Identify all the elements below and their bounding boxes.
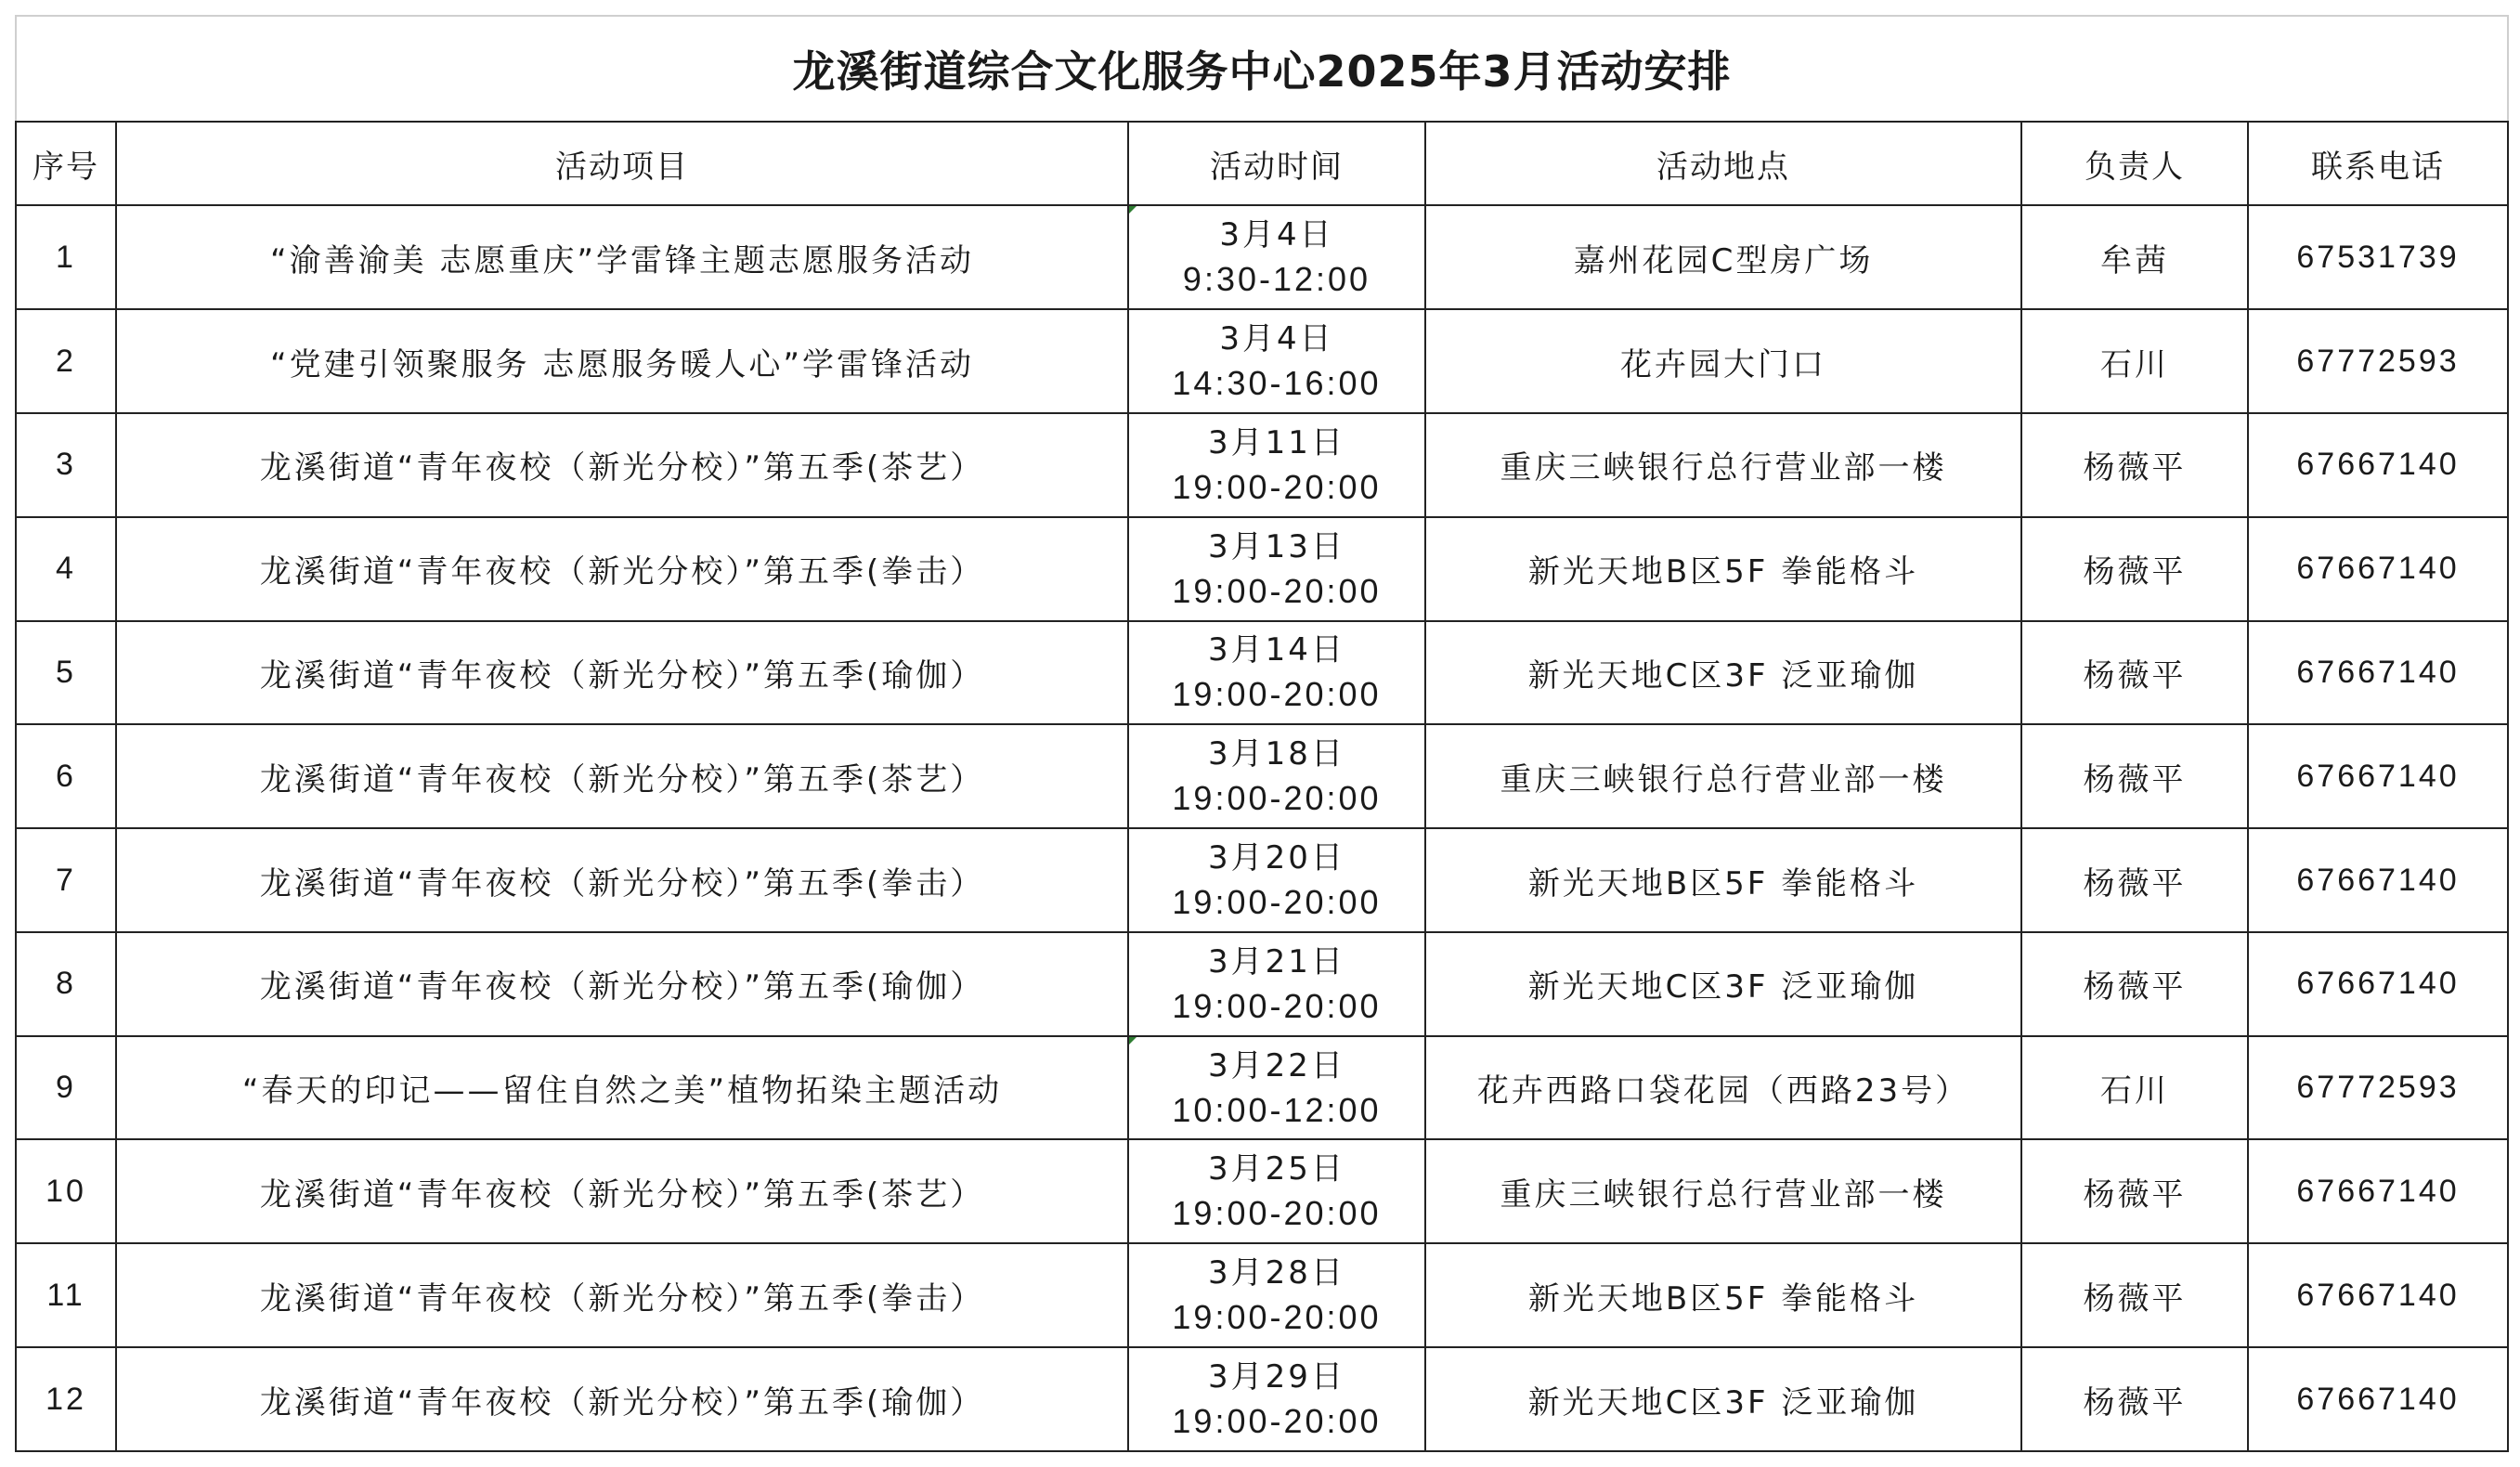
responsible-person-cell: 杨薇平 [2021,413,2248,517]
activity-time-range: 19:00-20:00 [1172,779,1382,818]
activity-time-cell [1128,309,1425,413]
activity-date: 3月4日 [1219,320,1334,358]
activity-location-cell: 嘉州花园C型房广场 [1425,205,2021,309]
responsible-person-cell: 杨薇平 [2021,1139,2248,1243]
activity-time-cell [1128,828,1425,932]
row-number-cell: 10 [16,1139,116,1243]
activity-time-range: 9:30-12:00 [1182,260,1371,299]
responsible-person-cell: 石川 [2021,1036,2248,1140]
activity-time-cell [1128,1347,1425,1451]
table-row [16,205,2508,309]
activity-project-cell: 龙溪街道“青年夜校（新光分校）”第五季(茶艺） [116,724,1128,828]
table-row [16,828,2508,932]
activity-time-range: 10:00-12:00 [1172,1090,1382,1129]
row-number-cell: 4 [16,517,116,621]
activity-location-cell: 花卉西路口袋花园（西路23号） [1425,1036,2021,1140]
activity-date: 3月4日 [1219,216,1334,254]
activity-location-cell: 重庆三峡银行总行营业部一楼 [1425,724,2021,828]
responsible-person-cell: 杨薇平 [2021,828,2248,932]
activity-project-cell: 龙溪街道“青年夜校（新光分校）”第五季(瑜伽） [116,1347,1128,1451]
row-number-cell: 11 [16,1243,116,1347]
row-number-cell: 7 [16,828,116,932]
row-number-cell: 6 [16,724,116,828]
table-row [16,724,2508,828]
activity-location-cell: 新光天地B区5F 拳能格斗 [1425,828,2021,932]
comment-marker-icon [1129,206,1137,214]
contact-phone-cell: 67531739 [2248,205,2508,309]
table-row [16,1347,2508,1451]
table-row [16,621,2508,725]
header-cell-person: 负责人 [2021,122,2248,206]
responsible-person-cell: 石川 [2021,309,2248,413]
contact-phone-cell: 67667140 [2248,724,2508,828]
activity-date: 3月29日 [1208,1358,1345,1396]
activity-project-cell: 龙溪街道“青年夜校（新光分校）”第五季(茶艺） [116,1139,1128,1243]
activity-time-range: 19:00-20:00 [1172,1402,1382,1441]
header-cell-project: 活动项目 [116,122,1128,206]
activity-time-cell [1128,1139,1425,1243]
activity-location-cell: 花卉园大门口 [1425,309,2021,413]
row-number-cell: 5 [16,621,116,725]
contact-phone-cell: 67772593 [2248,309,2508,413]
table-row [16,1036,2508,1140]
responsible-person-cell: 杨薇平 [2021,621,2248,725]
table-row [16,517,2508,621]
activity-time-range: 19:00-20:00 [1172,883,1382,922]
activity-project-cell: 龙溪街道“青年夜校（新光分校）”第五季(拳击） [116,517,1128,621]
activity-project-cell: 龙溪街道“青年夜校（新光分校）”第五季(拳击） [116,1243,1128,1347]
table-row [16,1243,2508,1347]
contact-phone-cell: 67667140 [2248,517,2508,621]
page-title: 龙溪街道综合文化服务中心2025年3月活动安排 [16,16,2508,122]
activity-project-cell: 龙溪街道“青年夜校（新光分校）”第五季(瑜伽） [116,932,1128,1036]
activity-time-range: 19:00-20:00 [1172,675,1382,714]
responsible-person-cell: 牟茜 [2021,205,2248,309]
row-number-cell: 3 [16,413,116,517]
header-cell-location: 活动地点 [1425,122,2021,206]
activity-time-cell [1128,205,1425,309]
activity-time-range: 19:00-20:00 [1172,571,1382,610]
activity-time-cell [1128,621,1425,725]
title-row [16,16,2508,122]
activity-project-cell: 龙溪街道“青年夜校（新光分校）”第五季(茶艺） [116,413,1128,517]
row-number-cell: 9 [16,1036,116,1140]
responsible-person-cell: 杨薇平 [2021,1243,2248,1347]
table-row [16,932,2508,1036]
activity-schedule-table [15,15,2509,1452]
activity-date: 3月21日 [1208,942,1345,980]
activity-date: 3月14日 [1208,631,1345,669]
header-cell-time: 活动时间 [1128,122,1425,206]
contact-phone-cell: 67667140 [2248,1139,2508,1243]
table-row [16,1139,2508,1243]
activity-date: 3月20日 [1208,839,1345,877]
header-row [16,122,2508,206]
activity-project-cell: 龙溪街道“青年夜校（新光分校）”第五季(拳击） [116,828,1128,932]
activity-time-range: 14:30-16:00 [1172,364,1382,403]
contact-phone-cell: 67667140 [2248,621,2508,725]
activity-time-cell [1128,1243,1425,1347]
activity-location-cell: 新光天地C区3F 泛亚瑜伽 [1425,1347,2021,1451]
activity-location-cell: 重庆三峡银行总行营业部一楼 [1425,413,2021,517]
activity-project-cell: 龙溪街道“青年夜校（新光分校）”第五季(瑜伽） [116,621,1128,725]
activity-time-cell [1128,724,1425,828]
responsible-person-cell: 杨薇平 [2021,932,2248,1036]
activity-time-cell [1128,1036,1425,1140]
activity-project-cell: “春天的印记——留住自然之美”植物拓染主题活动 [116,1036,1128,1140]
activity-time-range: 19:00-20:00 [1172,467,1382,506]
activity-location-cell: 重庆三峡银行总行营业部一楼 [1425,1139,2021,1243]
table-row [16,309,2508,413]
header-cell-number: 序号 [16,122,116,206]
activity-time-range: 19:00-20:00 [1172,1298,1382,1337]
activity-time-cell [1128,517,1425,621]
row-number-cell: 1 [16,205,116,309]
activity-location-cell: 新光天地C区3F 泛亚瑜伽 [1425,932,2021,1036]
activity-project-cell: “渝善渝美 志愿重庆”学雷锋主题志愿服务活动 [116,205,1128,309]
activity-schedule-sheet [15,15,2507,1452]
row-number-cell: 8 [16,932,116,1036]
comment-marker-icon [1129,1037,1137,1045]
activity-project-cell: “党建引领聚服务 志愿服务暖人心”学雷锋活动 [116,309,1128,413]
table-row [16,413,2508,517]
responsible-person-cell: 杨薇平 [2021,724,2248,828]
activity-time-cell [1128,413,1425,517]
row-number-cell: 12 [16,1347,116,1451]
contact-phone-cell: 67667140 [2248,828,2508,932]
row-number-cell: 2 [16,309,116,413]
contact-phone-cell: 67772593 [2248,1036,2508,1140]
activity-date: 3月22日 [1208,1046,1345,1084]
responsible-person-cell: 杨薇平 [2021,517,2248,621]
activity-date: 3月11日 [1208,423,1345,461]
header-cell-phone: 联系电话 [2248,122,2508,206]
activity-location-cell: 新光天地B区5F 拳能格斗 [1425,517,2021,621]
responsible-person-cell: 杨薇平 [2021,1347,2248,1451]
contact-phone-cell: 67667140 [2248,1243,2508,1347]
activity-location-cell: 新光天地C区3F 泛亚瑜伽 [1425,621,2021,725]
contact-phone-cell: 67667140 [2248,932,2508,1036]
contact-phone-cell: 67667140 [2248,1347,2508,1451]
activity-time-range: 19:00-20:00 [1172,986,1382,1025]
activity-location-cell: 新光天地B区5F 拳能格斗 [1425,1243,2021,1347]
activity-date: 3月13日 [1208,527,1345,565]
activity-time-cell [1128,932,1425,1036]
contact-phone-cell: 67667140 [2248,413,2508,517]
activity-date: 3月25日 [1208,1150,1345,1188]
activity-date: 3月28日 [1208,1254,1345,1292]
activity-time-range: 19:00-20:00 [1172,1194,1382,1233]
activity-date: 3月18日 [1208,735,1345,773]
